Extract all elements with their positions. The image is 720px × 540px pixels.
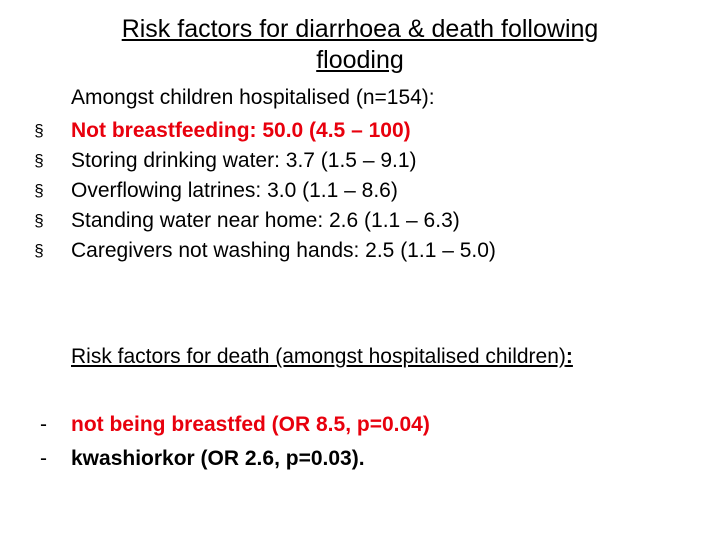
death-heading-colon: : xyxy=(565,345,573,368)
list-item xyxy=(40,408,430,442)
list-item xyxy=(30,206,496,236)
bullet-marker: § xyxy=(34,181,44,200)
death-heading-qualifier: (amongst hospitalised children) xyxy=(269,345,566,368)
list-item xyxy=(30,146,496,176)
risk-factor-text: Standing water near home: 2.6 (1.1 – 6.3) xyxy=(71,209,460,232)
risk-factor-text: Caregivers not washing hands: 2.5 (1.1 – 5.0) xyxy=(71,239,496,262)
list-item xyxy=(30,176,496,206)
risk-factor-text: Storing drinking water: 3.7 (1.5 – 9.1) xyxy=(71,149,417,172)
risk-factor-text: Overflowing latrines: 3.0 (1.1 – 8.6) xyxy=(71,179,398,202)
bullet-marker: § xyxy=(34,211,44,230)
dash-marker: - xyxy=(40,413,47,436)
death-factor-list xyxy=(40,408,430,476)
dash-marker: - xyxy=(40,447,47,470)
death-risk-heading xyxy=(71,343,611,371)
death-factor-text: not being breastfed (OR 8.5, p=0.04) xyxy=(71,413,430,436)
hospitalised-children-intro: Amongst children hospitalised (n=154): xyxy=(71,86,435,109)
risk-factor-text: Not breastfeeding: 50.0 (4.5 – 100) xyxy=(71,119,411,142)
bullet-marker: § xyxy=(34,121,44,140)
risk-factor-list xyxy=(30,116,496,266)
title-line-2: flooding xyxy=(316,46,404,74)
death-factor-text: kwashiorkor (OR 2.6, p=0.03). xyxy=(71,447,365,470)
title-line-1: Risk factors for diarrhoea & death following xyxy=(121,15,599,43)
list-item xyxy=(30,116,496,146)
list-item xyxy=(40,442,430,476)
slide-title xyxy=(0,14,720,76)
list-item xyxy=(30,236,496,266)
bullet-marker: § xyxy=(34,241,44,260)
death-heading-main: Risk factors for death xyxy=(71,345,270,368)
bullet-marker: § xyxy=(34,151,44,170)
